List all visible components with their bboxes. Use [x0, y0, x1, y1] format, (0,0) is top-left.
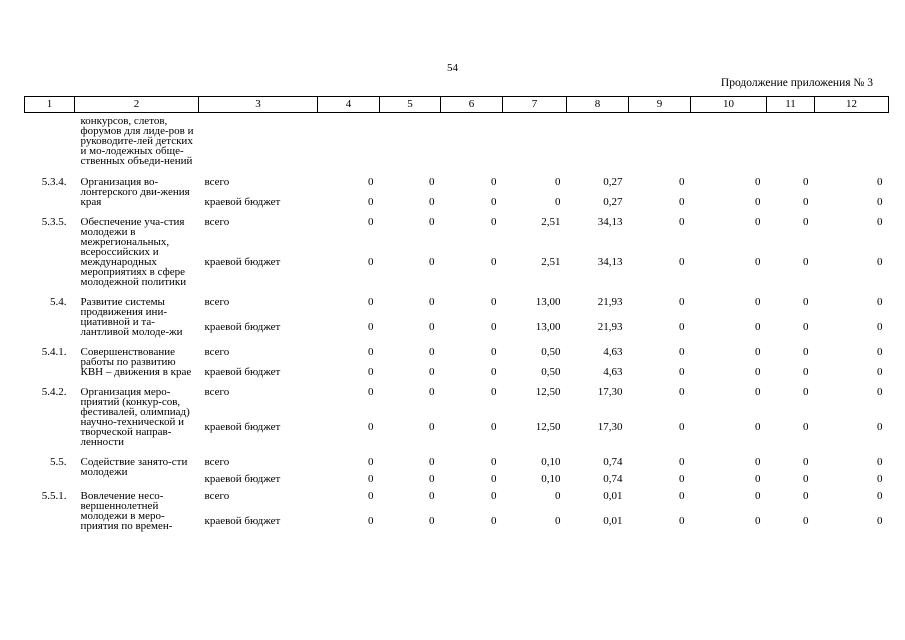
value-cell: 0 [368, 346, 374, 358]
value-cell: 0 [803, 176, 809, 188]
value-cell: 0 [803, 296, 809, 308]
table-row [25, 454, 889, 471]
value-cell: 0 [429, 296, 435, 308]
value-cell: 0 [679, 296, 685, 308]
value-cell: 0 [368, 421, 374, 433]
value-cell: 0,01 [603, 490, 623, 502]
value-cell: 0 [368, 216, 374, 228]
value-cell: 0 [755, 296, 761, 308]
value-cell: 0 [877, 346, 883, 358]
item-name-text: Вовлечение несо-вершеннолетней молодежи в меро-приятия по времен- [80, 490, 173, 532]
table-row [25, 384, 889, 419]
value-cell: 0 [429, 366, 435, 378]
value-cell: 0 [803, 216, 809, 228]
item-index: 5.5. [50, 456, 67, 468]
value-cell: 0 [877, 515, 883, 527]
value-cell: 0,01 [603, 515, 623, 527]
value-cell: 0 [491, 386, 497, 398]
item-name [75, 294, 199, 344]
item-index: 5.4.2. [41, 386, 67, 398]
funding-source: всего [204, 176, 230, 188]
value-cell: 21,93 [597, 321, 623, 333]
lead-text: конкурсов, слетов, форумов для лиде-ров и руководите-лей детских и мо-лодежных обще-ственных объеди-нений [80, 115, 194, 167]
table-row [25, 174, 889, 194]
value-cell: 0 [679, 386, 685, 398]
table-row [25, 113, 889, 175]
value-cell: 0 [679, 473, 685, 485]
value-cell: 0 [491, 421, 497, 433]
value-cell: 0 [877, 366, 883, 378]
item-name [75, 174, 199, 214]
value-cell: 0,50 [541, 346, 561, 358]
col-header: 6 [441, 97, 503, 113]
value-cell: 17,30 [597, 386, 623, 398]
value-cell: 0 [429, 421, 435, 433]
header-row [25, 97, 889, 113]
table-row [25, 214, 889, 254]
value-cell: 0 [877, 490, 883, 502]
value-cell: 0 [491, 256, 497, 268]
funding-source: краевой бюджет [204, 321, 281, 333]
value-cell: 34,13 [597, 256, 623, 268]
value-cell: 0 [429, 176, 435, 188]
col-header: 2 [75, 97, 199, 113]
funding-source: краевой бюджет [204, 366, 281, 378]
value-cell: 13,00 [535, 296, 561, 308]
col-header: 9 [629, 97, 691, 113]
item-name [75, 454, 199, 488]
col-header: 1 [25, 97, 75, 113]
value-cell: 0 [368, 515, 374, 527]
item-name [75, 488, 199, 538]
value-cell: 0 [877, 196, 883, 208]
value-cell: 0 [491, 366, 497, 378]
continuation-label: Продолжение приложения № 3 [720, 77, 873, 89]
funding-source: краевой бюджет [204, 421, 281, 433]
value-cell: 0 [803, 456, 809, 468]
col-header: 12 [815, 97, 889, 113]
value-cell: 0 [429, 456, 435, 468]
item-name-text: Совершенствование работы по развитию КВН – движения в крае [80, 346, 192, 378]
value-cell: 0 [429, 473, 435, 485]
value-cell: 0,74 [603, 456, 623, 468]
value-cell: 0 [368, 473, 374, 485]
value-cell: 0 [491, 216, 497, 228]
value-cell: 0 [368, 196, 374, 208]
value-cell: 0 [679, 515, 685, 527]
item-index: 5.3.5. [41, 216, 67, 228]
col-header: 7 [503, 97, 567, 113]
funding-source: всего [204, 386, 230, 398]
value-cell: 0 [555, 176, 561, 188]
value-cell: 0 [429, 216, 435, 228]
value-cell: 0 [803, 386, 809, 398]
funding-source: краевой бюджет [204, 196, 281, 208]
value-cell: 0 [429, 490, 435, 502]
value-cell: 0 [491, 490, 497, 502]
funding-source: краевой бюджет [204, 256, 281, 268]
value-cell: 0 [555, 490, 561, 502]
col-header: 11 [767, 97, 815, 113]
value-cell: 0 [755, 421, 761, 433]
value-cell: 0 [555, 196, 561, 208]
value-cell: 0 [429, 346, 435, 358]
value-cell: 0 [755, 515, 761, 527]
value-cell: 17,30 [597, 421, 623, 433]
funding-source: всего [204, 216, 230, 228]
item-name [75, 113, 199, 175]
value-cell: 0 [429, 256, 435, 268]
value-cell: 12,50 [535, 386, 561, 398]
value-cell: 0 [755, 256, 761, 268]
table-row [25, 488, 889, 513]
value-cell: 0 [368, 456, 374, 468]
item-index: 5.4.1. [41, 346, 67, 358]
value-cell: 0 [755, 196, 761, 208]
value-cell: 0,10 [541, 456, 561, 468]
value-cell: 0 [491, 456, 497, 468]
value-cell: 0 [491, 176, 497, 188]
value-cell: 34,13 [597, 216, 623, 228]
value-cell: 0 [679, 196, 685, 208]
value-cell: 0 [803, 490, 809, 502]
table-row [25, 344, 889, 364]
value-cell: 0 [877, 296, 883, 308]
value-cell: 0 [755, 216, 761, 228]
item-name-text: Содействие занято-сти молодежи [80, 456, 188, 478]
value-cell: 12,50 [535, 421, 561, 433]
value-cell: 13,00 [535, 321, 561, 333]
value-cell: 0 [755, 386, 761, 398]
funding-source: краевой бюджет [204, 473, 281, 485]
value-cell: 0 [679, 216, 685, 228]
item-index: 5.5.1. [41, 490, 67, 502]
value-cell: 0 [877, 456, 883, 468]
value-cell: 0 [491, 196, 497, 208]
value-cell: 0 [803, 473, 809, 485]
value-cell: 0 [755, 456, 761, 468]
item-name-text: Организация во-лонтерского дви-жения края [80, 176, 190, 208]
value-cell: 0 [491, 515, 497, 527]
value-cell: 0 [755, 366, 761, 378]
funding-source: краевой бюджет [204, 515, 281, 527]
value-cell: 0 [877, 473, 883, 485]
funding-source: всего [204, 456, 230, 468]
table-row [25, 294, 889, 319]
col-header: 4 [318, 97, 380, 113]
item-name-text: Организация меро-приятий (конкур-сов, фестивалей, олимпиад) научно-технической и творческой направ-ленности [80, 386, 190, 448]
value-cell: 0 [877, 216, 883, 228]
col-header: 5 [380, 97, 441, 113]
value-cell: 0 [368, 176, 374, 188]
item-name [75, 344, 199, 384]
value-cell: 0 [679, 256, 685, 268]
value-cell: 0 [803, 256, 809, 268]
value-cell: 0 [877, 176, 883, 188]
item-index: 5.3.4. [41, 176, 67, 188]
value-cell: 0 [755, 321, 761, 333]
value-cell: 0 [429, 386, 435, 398]
col-header: 8 [567, 97, 629, 113]
col-header: 10 [691, 97, 767, 113]
value-cell: 0 [429, 515, 435, 527]
funding-source: всего [204, 296, 230, 308]
value-cell: 0 [803, 366, 809, 378]
value-cell: 0 [429, 321, 435, 333]
value-cell: 4,63 [603, 366, 623, 378]
item-name-text: Обеспечение уча-стия молодежи в межрегиональных, всероссийских и международных мероприятиях в сфере молодежной политики [80, 216, 187, 288]
value-cell: 0 [755, 473, 761, 485]
value-cell: 0,50 [541, 366, 561, 378]
value-cell: 0 [491, 346, 497, 358]
value-cell: 0 [679, 346, 685, 358]
value-cell: 0 [429, 196, 435, 208]
value-cell: 0 [679, 366, 685, 378]
item-name [75, 384, 199, 454]
value-cell: 0,27 [603, 196, 623, 208]
value-cell: 0 [555, 515, 561, 527]
value-cell: 2,51 [541, 216, 561, 228]
funding-source: всего [204, 346, 230, 358]
value-cell: 21,93 [597, 296, 623, 308]
value-cell: 2,51 [541, 256, 561, 268]
value-cell: 0 [368, 386, 374, 398]
value-cell: 0 [368, 296, 374, 308]
value-cell: 0,27 [603, 176, 623, 188]
value-cell: 0 [755, 346, 761, 358]
value-cell: 0 [679, 321, 685, 333]
budget-table [24, 96, 889, 538]
value-cell: 0 [877, 256, 883, 268]
value-cell: 0 [803, 515, 809, 527]
funding-source: всего [204, 490, 230, 502]
value-cell: 0 [368, 490, 374, 502]
value-cell: 0 [803, 196, 809, 208]
value-cell: 0,74 [603, 473, 623, 485]
value-cell: 0 [877, 421, 883, 433]
value-cell: 0 [491, 473, 497, 485]
page-number: 54 [447, 62, 458, 74]
value-cell: 0 [368, 321, 374, 333]
value-cell: 0,10 [541, 473, 561, 485]
value-cell: 0 [491, 321, 497, 333]
item-name [75, 214, 199, 294]
item-index: 5.4. [50, 296, 67, 308]
value-cell: 0 [491, 296, 497, 308]
value-cell: 0 [368, 256, 374, 268]
value-cell: 0 [679, 421, 685, 433]
value-cell: 0 [877, 321, 883, 333]
value-cell: 0 [755, 490, 761, 502]
value-cell: 4,63 [603, 346, 623, 358]
col-header: 3 [199, 97, 318, 113]
value-cell: 0 [679, 490, 685, 502]
value-cell: 0 [877, 386, 883, 398]
value-cell: 0 [679, 456, 685, 468]
value-cell: 0 [803, 346, 809, 358]
item-name-text: Развитие системы продвижения ини-циативной и та-лантливой молоде-жи [80, 296, 183, 338]
value-cell: 0 [755, 176, 761, 188]
value-cell: 0 [803, 421, 809, 433]
value-cell: 0 [368, 366, 374, 378]
value-cell: 0 [803, 321, 809, 333]
value-cell: 0 [679, 176, 685, 188]
